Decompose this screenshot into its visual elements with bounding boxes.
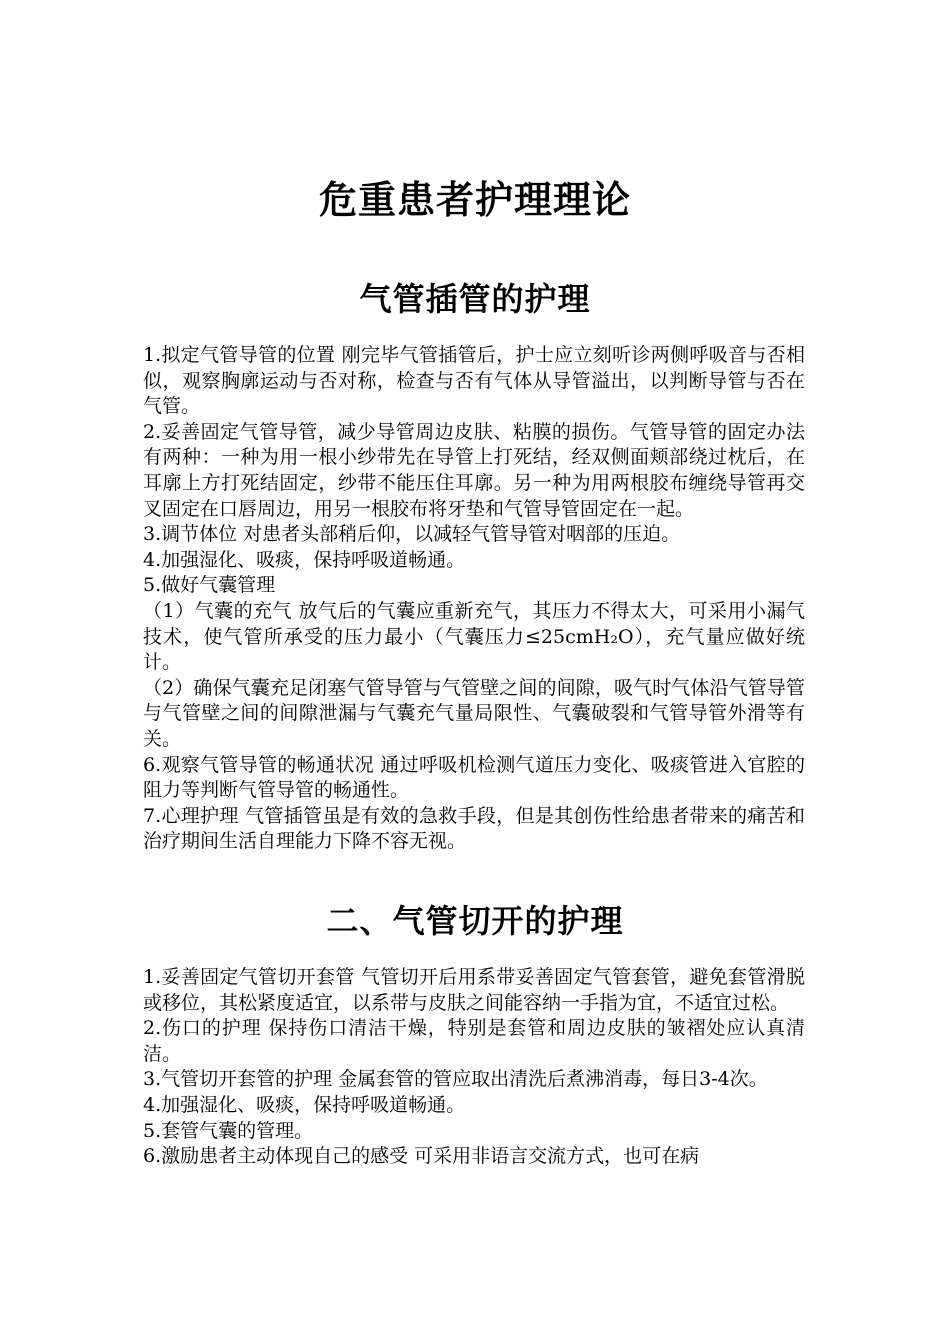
section-body-tracheotomy xyxy=(143,965,805,1170)
section-heading-intubation: 气管插管的护理 xyxy=(359,280,591,318)
paragraph: 3.调节体位 对患者头部稍后仰，以减轻气管导管对咽部的压迫。 xyxy=(143,523,681,546)
paragraph: 6.观察气管导管的畅通状况 通过呼吸机检测气道压力变化、吸痰管进入官腔的阻力等判断气管导管的畅通性。 xyxy=(143,753,805,802)
paragraph: 6.激励患者主动体现自己的感受 可采用非语言交流方式，也可在病 xyxy=(143,1145,700,1168)
section-body-intubation xyxy=(143,343,805,855)
section-heading-tracheotomy: 二、气管切开的护理 xyxy=(326,902,624,940)
paragraph: 2.伤口的护理 保持伤口清洁干燥，特别是套管和周边皮肤的皱褶处应认真清洁。 xyxy=(143,1017,805,1065)
paragraph: 5.套管气囊的管理。 xyxy=(143,1119,314,1142)
paragraph: （2）确保气囊充足闭塞气管导管与气管壁之间的间隙，吸气时气体沿气管导管与气管壁之间的间隙泄漏与气囊充气量局限性、气囊破裂和气管导管外滑等有关。 xyxy=(143,676,805,750)
paragraph: 7.心理护理 气管插管虽是有效的急救手段，但是其创伤性给患者带来的痛苦和治疗期间生活自理能力下降不容无视。 xyxy=(143,804,805,853)
document-title: 危重患者护理理论 xyxy=(318,177,631,222)
paragraph: 4.加强湿化、吸痰，保持呼吸道畅通。 xyxy=(143,1093,466,1116)
paragraph: 5.做好气囊管理 xyxy=(143,574,276,597)
paragraph: 1.妥善固定气管切开套管 气管切开后用系带妥善固定气管套管，避免套管滑脱或移位，其松紧度适宜，以系带与皮肤之间能容纳一手指为宜，不适宜过松。 xyxy=(143,966,805,1014)
paragraph: 1.拟定气管导管的位置 刚完毕气管插管后，护士应立刻听诊两侧呼吸音与否相似，观察胸廓运动与否对称，检查与否有气体从导管溢出，以判断导管与否在气管。 xyxy=(143,344,805,418)
paragraph: （1）气囊的充气 放气后的气囊应重新充气，其压力不得太大，可采用小漏气技术，使气管所承受的压力最小（气囊压力≤25cmH₂O），充气量应做好统计。 xyxy=(143,599,805,674)
paragraph: 4.加强湿化、吸痰，保持呼吸道畅通。 xyxy=(143,548,466,571)
paragraph: 3.气管切开套管的护理 金属套管的管应取出清洗后煮沸消毒，每日3-4次。 xyxy=(143,1068,768,1091)
paragraph: 2.妥善固定气管导管，减少导管周边皮肤、粘膜的损伤。气管导管的固定办法有两种：一种为用一根小纱带先在导管上打死结，经双侧面颊部绕过枕后，在耳廓上方打死结固定，纱带不能压住耳廓。另一种为用两根胶布缠绕导管再交叉固定在口唇周边，用另一根胶布将牙垫和气管导管固定在一起。 xyxy=(143,420,805,520)
